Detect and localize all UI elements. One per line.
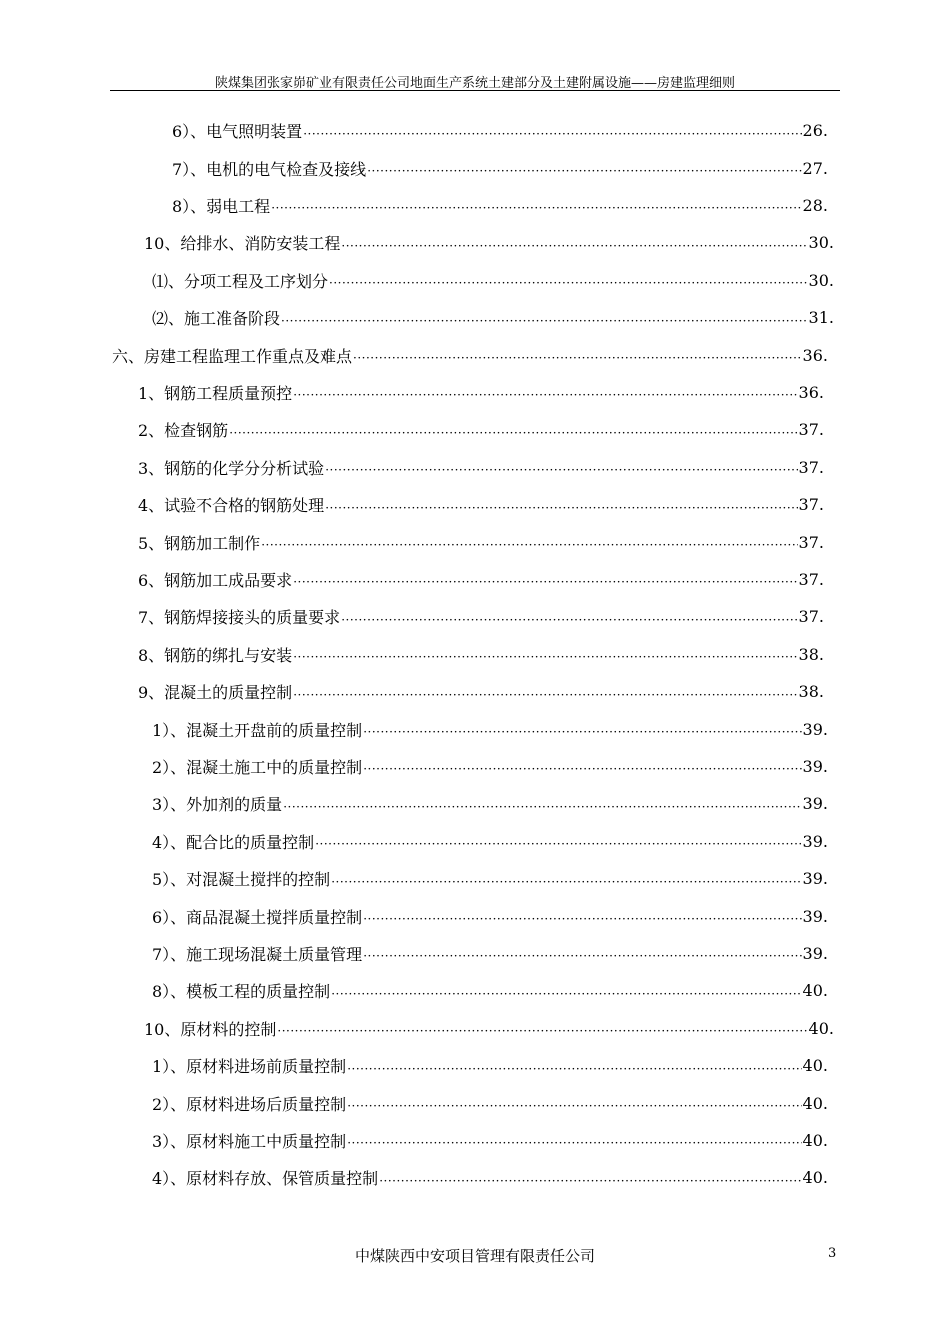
page-number: 3 [828, 1246, 837, 1261]
toc-dot-leader [347, 1135, 801, 1151]
toc-dot-leader [379, 1173, 801, 1189]
toc-entry-title: 2）、混凝土施工中的质量控制 [152, 757, 363, 777]
toc-dot-leader [331, 874, 801, 890]
toc-entry-page: 40. [802, 1093, 828, 1113]
toc-entry-title: ⑴、分项工程及工序划分 [152, 271, 329, 291]
toc-dot-leader [261, 537, 797, 553]
toc-entry[interactable] [138, 374, 824, 411]
toc-dot-leader [325, 500, 797, 516]
toc-entry-title: 4）、原材料存放、保管质量控制 [152, 1169, 379, 1189]
toc-entry-title: 6）、电气照明装置 [172, 122, 303, 142]
toc-entry-page: 39. [802, 794, 828, 814]
toc-entry-title: 10、原材料的控制 [144, 1019, 277, 1039]
toc-dot-leader [341, 612, 797, 628]
footer-company: 中煤陕西中安项目管理有限责任公司 [354, 1247, 595, 1265]
toc-entry-title: 3）、外加剂的质量 [152, 795, 283, 815]
header-rule [110, 90, 840, 91]
toc-entry-title: 6、钢筋加工成品要求 [138, 570, 293, 590]
toc-entry-title: 5、钢筋加工制作 [138, 533, 261, 553]
toc-entry-page: 27. [802, 158, 828, 178]
toc-dot-leader [347, 1098, 801, 1114]
toc-entry-title: 3）、原材料施工中质量控制 [152, 1131, 347, 1151]
toc-entry[interactable] [138, 673, 824, 710]
toc-entry[interactable] [138, 411, 824, 448]
toc-entry-title: 9、混凝土的质量控制 [138, 683, 293, 703]
toc-entry[interactable] [152, 299, 834, 336]
toc-entry-page: 37. [798, 420, 824, 440]
toc-entry-title: 2）、原材料进场后质量控制 [152, 1094, 347, 1114]
toc-dot-leader [363, 724, 801, 740]
toc-entry[interactable] [152, 262, 834, 299]
toc-entry-title: 6）、商品混凝土搅拌质量控制 [152, 907, 363, 927]
toc-entry-title: ⑵、施工准备阶段 [152, 309, 281, 329]
toc-entry[interactable] [152, 935, 828, 972]
toc-dot-leader [363, 761, 801, 777]
toc-entry[interactable] [152, 748, 828, 785]
toc-entry-title: 1）、混凝土开盘前的质量控制 [152, 720, 363, 740]
toc-entry[interactable] [172, 112, 828, 149]
toc-dot-leader [347, 1061, 801, 1077]
toc-entry-title: 7）、电机的电气检查及接线 [172, 159, 367, 179]
toc-entry-page: 39. [802, 756, 828, 776]
toc-dot-leader [293, 649, 797, 665]
toc-entry-page: 40. [802, 1056, 828, 1076]
toc-entry-title: 4）、配合比的质量控制 [152, 832, 315, 852]
toc-entry[interactable] [112, 336, 828, 373]
toc-entry[interactable] [138, 523, 824, 560]
toc-dot-leader [363, 911, 801, 927]
toc-entry-page: 30. [808, 270, 834, 290]
toc-entry[interactable] [152, 710, 828, 747]
toc-dot-leader [367, 163, 801, 179]
toc-dot-leader [331, 986, 801, 1002]
toc-entry[interactable] [152, 1159, 828, 1196]
toc-dot-leader [353, 350, 802, 366]
toc-entry-title: 3、钢筋的化学分分析试验 [138, 458, 325, 478]
toc-entry-title: 7）、施工现场混凝土质量管理 [152, 944, 363, 964]
toc-entry-page: 40. [808, 1018, 834, 1038]
toc-entry-page: 39. [802, 906, 828, 926]
toc-dot-leader [341, 238, 807, 254]
toc-entry-page: 37. [798, 532, 824, 552]
toc-dot-leader [229, 425, 797, 441]
toc-entry[interactable] [144, 1010, 834, 1047]
toc-entry-page: 40. [802, 1168, 828, 1188]
toc-entry-title: 1、钢筋工程质量预控 [138, 383, 293, 403]
toc-dot-leader [283, 799, 801, 815]
toc-entry[interactable] [152, 785, 828, 822]
toc-entry-title: 8、钢筋的绑扎与安装 [138, 645, 293, 665]
toc-entry-page: 40. [802, 981, 828, 1001]
toc-entry[interactable] [152, 1122, 828, 1159]
page-header: 陕煤集团张家峁矿业有限责任公司地面生产系统土建部分及土建附属设施——房建监理细则 [214, 76, 735, 91]
toc-entry-page: 37. [798, 607, 824, 627]
toc-dot-leader [293, 387, 797, 403]
toc-entry-page: 40. [802, 1130, 828, 1150]
toc-entry-page: 39. [802, 869, 828, 889]
toc-entry-page: 38. [798, 682, 824, 702]
toc-entry-title: 2、检查钢筋 [138, 421, 229, 441]
toc-entry-page: 37. [798, 457, 824, 477]
toc-dot-leader [329, 275, 808, 291]
toc-entry-title: 7、钢筋焊接接头的质量要求 [138, 608, 341, 628]
toc-entry-title: 8）、模板工程的质量控制 [152, 982, 331, 1002]
toc-entry-page: 36. [802, 345, 828, 365]
toc-entry-title: 5）、对混凝土搅拌的控制 [152, 870, 331, 890]
toc-entry[interactable] [172, 149, 828, 186]
toc-entry[interactable] [152, 897, 828, 934]
toc-entry-page: 31. [808, 308, 834, 328]
toc-entry-page: 26. [802, 121, 828, 141]
toc-entry-page: 28. [802, 195, 828, 215]
toc-entry[interactable] [138, 449, 824, 486]
toc-dot-leader [271, 200, 801, 216]
toc-dot-leader [277, 1023, 807, 1039]
toc-entry-page: 39. [802, 943, 828, 963]
toc-entry-page: 37. [798, 495, 824, 515]
toc-entry[interactable] [138, 486, 824, 523]
toc-entry[interactable] [138, 598, 824, 635]
toc-entry[interactable] [152, 860, 828, 897]
toc-entry-page: 39. [802, 831, 828, 851]
toc-entry[interactable] [138, 561, 824, 598]
toc-dot-leader [281, 313, 808, 329]
toc-dot-leader [363, 948, 801, 964]
toc-entry-title: 1）、原材料进场前质量控制 [152, 1057, 347, 1077]
toc-dot-leader [325, 462, 797, 478]
toc-entry-page: 37. [798, 569, 824, 589]
toc-dot-leader [293, 574, 797, 590]
toc-entry[interactable] [152, 1047, 828, 1084]
toc-entry-page: 36. [798, 382, 824, 402]
toc-entry[interactable] [152, 1084, 828, 1121]
toc-entry[interactable] [138, 636, 824, 673]
toc-entry-title: 4、试验不合格的钢筋处理 [138, 496, 325, 516]
toc-entry[interactable] [144, 224, 834, 261]
toc-dot-leader [303, 126, 801, 142]
toc-entry-page: 30. [808, 233, 834, 253]
toc-entry-title: 8）、弱电工程 [172, 196, 271, 216]
toc-entry[interactable] [152, 972, 828, 1009]
toc-entry[interactable] [152, 823, 828, 860]
toc-dot-leader [293, 687, 797, 703]
toc-entry-title: 10、给排水、消防安装工程 [144, 234, 341, 254]
toc-dot-leader [315, 836, 801, 852]
toc-entry-title: 六、房建工程监理工作重点及难点 [112, 346, 353, 366]
toc-entry-page: 39. [802, 719, 828, 739]
toc-entry-page: 38. [798, 644, 824, 664]
toc-entry[interactable] [172, 187, 828, 224]
